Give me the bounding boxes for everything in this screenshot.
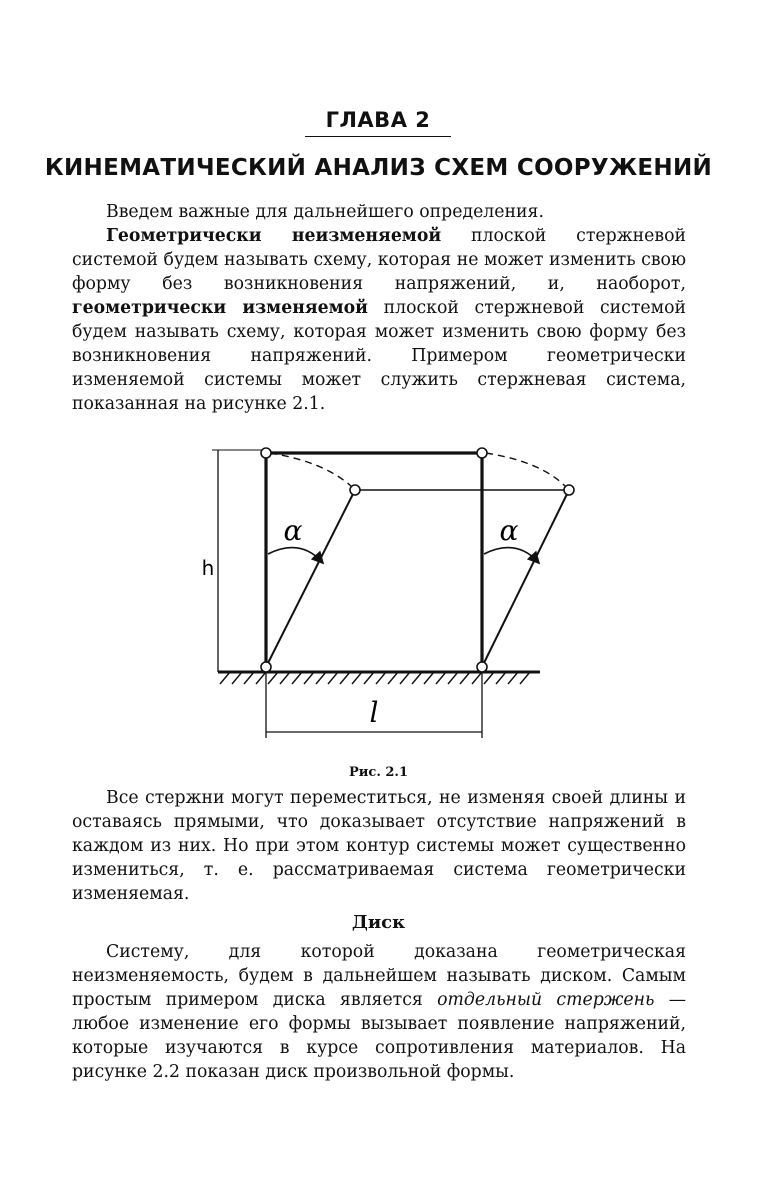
section-paragraph xyxy=(72,940,686,1084)
section-text xyxy=(72,940,686,1084)
angle-arrow-right xyxy=(484,548,538,562)
dimension-h-label: h xyxy=(201,556,215,580)
term-rigid: Геометрически неизменяемой xyxy=(106,226,442,246)
section-paragraph-part-1: Систему, для которой доказана геометрическая неизменяемость, будем в дальнейшем называть диском. Самым простым примером диска является xyxy=(72,942,686,1010)
angle-label-left: α xyxy=(283,514,303,547)
section-paragraph-part-2: — любое изменение его формы вызывает появление напряжений, которые изучаются в курсе сопротивления материалов. На рисунке 2.2 показан диск произвольной формы. xyxy=(72,990,687,1082)
dimension-l-label: l xyxy=(369,696,379,729)
hinge xyxy=(261,448,271,458)
path-arc-right xyxy=(486,453,566,487)
section-heading: Диск xyxy=(351,912,406,933)
hinge xyxy=(261,662,271,672)
deformed-left-post xyxy=(266,490,355,667)
intro-paragraph-2-part-2: плоской стержневой системой будем называть схему, которая может изменить свою форму без возникновения напряжений. Примером геометрически изменяемой системы может служить стержневая система, показанная на рисунке 2.1. xyxy=(72,298,686,414)
path-arc-left xyxy=(270,453,352,487)
intro-paragraph-1: Введем важные для дальнейшего определения. xyxy=(106,202,544,222)
hinge xyxy=(477,448,487,458)
intro-paragraph-2-part-1: плоской стержневой системой будем называть схему, которая не может изменить свою форму без возникновения напряжений, и, наоборот, xyxy=(72,226,686,294)
term-single-rod: отдельный стержень xyxy=(437,990,655,1010)
after-figure-paragraph: Все стержни могут переместиться, не изменяя своей длины и оставаясь прямыми, что доказывает отсутствие напряжений в каждом из них. Но при этом контур системы может существенно измениться, т. е. рассматриваемая система геометрически изменяемая. xyxy=(72,788,686,904)
hinge xyxy=(477,662,487,672)
angle-arrow-left xyxy=(268,548,322,562)
figure-caption: Рис. 2.1 xyxy=(348,765,408,780)
hinges xyxy=(261,448,574,672)
deformed-right-post xyxy=(482,490,569,667)
after-figure-text xyxy=(72,786,686,906)
chapter-number: ГЛАВА 2 xyxy=(305,108,451,137)
angle-label-right: α xyxy=(499,514,519,547)
term-changeable: геометрически изменяемой xyxy=(72,298,368,318)
hinge xyxy=(564,485,574,495)
chapter-title: КИНЕМАТИЧЕСКИЙ АНАЛИЗ СХЕМ СООРУЖЕНИЙ xyxy=(44,155,713,181)
hinge xyxy=(350,485,360,495)
